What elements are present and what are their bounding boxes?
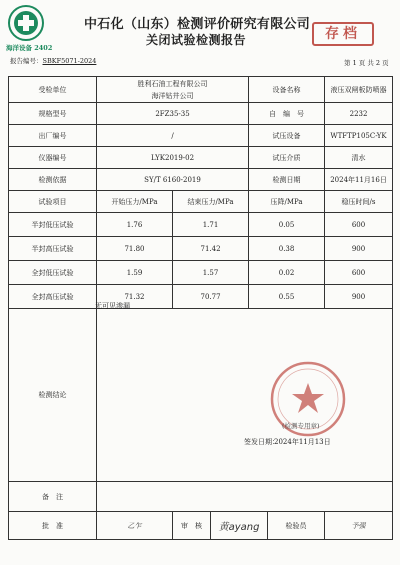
info-value: 2232 [325, 103, 393, 125]
info-label: 设备名称 [249, 77, 325, 103]
remarks-value [97, 482, 393, 512]
test-header-row [9, 191, 393, 213]
archive-stamp: 存档 [312, 22, 374, 46]
pressure-drop: 0.02 [249, 261, 325, 285]
approver-signature: 乙乍 [97, 512, 173, 540]
report-table [8, 76, 393, 540]
column-header: 试验项目 [9, 191, 97, 213]
column-header: 稳压时间/s [325, 191, 393, 213]
start-pressure: 71.80 [97, 237, 173, 261]
conclusion-cell [97, 309, 393, 482]
remarks-label: 备 注 [9, 482, 97, 512]
test-item: 半封高压试验 [9, 237, 97, 261]
pressure-drop: 0.05 [249, 213, 325, 237]
test-row [9, 261, 393, 285]
info-value: 清水 [325, 147, 393, 169]
test-item: 半封低压试验 [9, 213, 97, 237]
info-row [9, 147, 393, 169]
inspector-signature: 予强 [325, 512, 393, 540]
test-item: 全封低压试验 [9, 261, 97, 285]
column-header: 结束压力/MPa [173, 191, 249, 213]
report-number-label: 报告编号： [10, 57, 43, 65]
pressure-drop: 0.55 [249, 285, 325, 309]
info-label: 试压介质 [249, 147, 325, 169]
info-value: 2FZ35-35 [97, 103, 249, 125]
hold-time: 600 [325, 261, 393, 285]
remarks-row [9, 482, 393, 512]
info-label: 仪器编号 [9, 147, 97, 169]
info-value: WTFTP105C-YK [325, 125, 393, 147]
end-pressure: 70.77 [173, 285, 249, 309]
info-label: 自 编 号 [249, 103, 325, 125]
approval-row [9, 512, 393, 540]
test-label: 检验员 [268, 512, 325, 540]
hold-time: 600 [325, 213, 393, 237]
column-header: 压降/MPa [249, 191, 325, 213]
issue-date: 2024年11月13日 [274, 438, 331, 446]
start-pressure: 1.76 [97, 213, 173, 237]
report-number [10, 56, 96, 65]
hold-time: 900 [325, 285, 393, 309]
info-row [9, 169, 393, 191]
info-label: 规格型号 [9, 103, 97, 125]
info-row [9, 77, 393, 103]
pressure-drop: 0.38 [249, 237, 325, 261]
info-value: / [97, 125, 249, 147]
info-label: 试压设备 [249, 125, 325, 147]
reviewer-signature: 黄ayang [211, 512, 268, 540]
equipment-stamp-label: 海洋设备 2402 [6, 44, 53, 52]
test-item: 全封高压试验 [9, 285, 97, 309]
info-label: 受检单位 [9, 77, 97, 103]
report-title: 关闭试验检测报告 [146, 33, 247, 47]
info-value: LYK2019-02 [97, 147, 249, 169]
report-number-value: SBKF5071-2024 [42, 57, 97, 65]
column-header: 开始压力/MPa [97, 191, 173, 213]
test-row [9, 213, 393, 237]
test-row [9, 285, 393, 309]
info-label: 出厂编号 [9, 125, 97, 147]
start-pressure: 71.32 [97, 285, 173, 309]
info-row [9, 125, 393, 147]
start-pressure: 1.59 [97, 261, 173, 285]
info-value: 2024年11月16日 [325, 169, 393, 191]
conclusion-label: 检测结论 [9, 309, 97, 482]
company-title: 中石化（山东）检测评价研究有限公司 [84, 17, 311, 32]
review-label: 审 核 [173, 512, 211, 540]
test-row [9, 237, 393, 261]
company-logo [6, 4, 46, 42]
info-value: 胜利石油工程有限公司 海洋钻井公司 [97, 77, 249, 103]
end-pressure: 1.71 [173, 213, 249, 237]
conclusion-text: 无可见渗漏 [95, 302, 130, 310]
info-label: 检测日期 [249, 169, 325, 191]
issue-date-label: 签发日期： [244, 438, 279, 446]
info-label: 检测依据 [9, 169, 97, 191]
info-value: SY/T 6160-2019 [97, 169, 249, 191]
seal-caption: (检测专用章) [282, 422, 320, 430]
info-value: 液压双闸板防喷器 [325, 77, 393, 103]
approve-label: 批 准 [9, 512, 97, 540]
end-pressure: 1.57 [173, 261, 249, 285]
end-pressure: 71.42 [173, 237, 249, 261]
page-info: 第 1 页 共 2 页 [344, 59, 389, 67]
hold-time: 900 [325, 237, 393, 261]
info-row [9, 103, 393, 125]
